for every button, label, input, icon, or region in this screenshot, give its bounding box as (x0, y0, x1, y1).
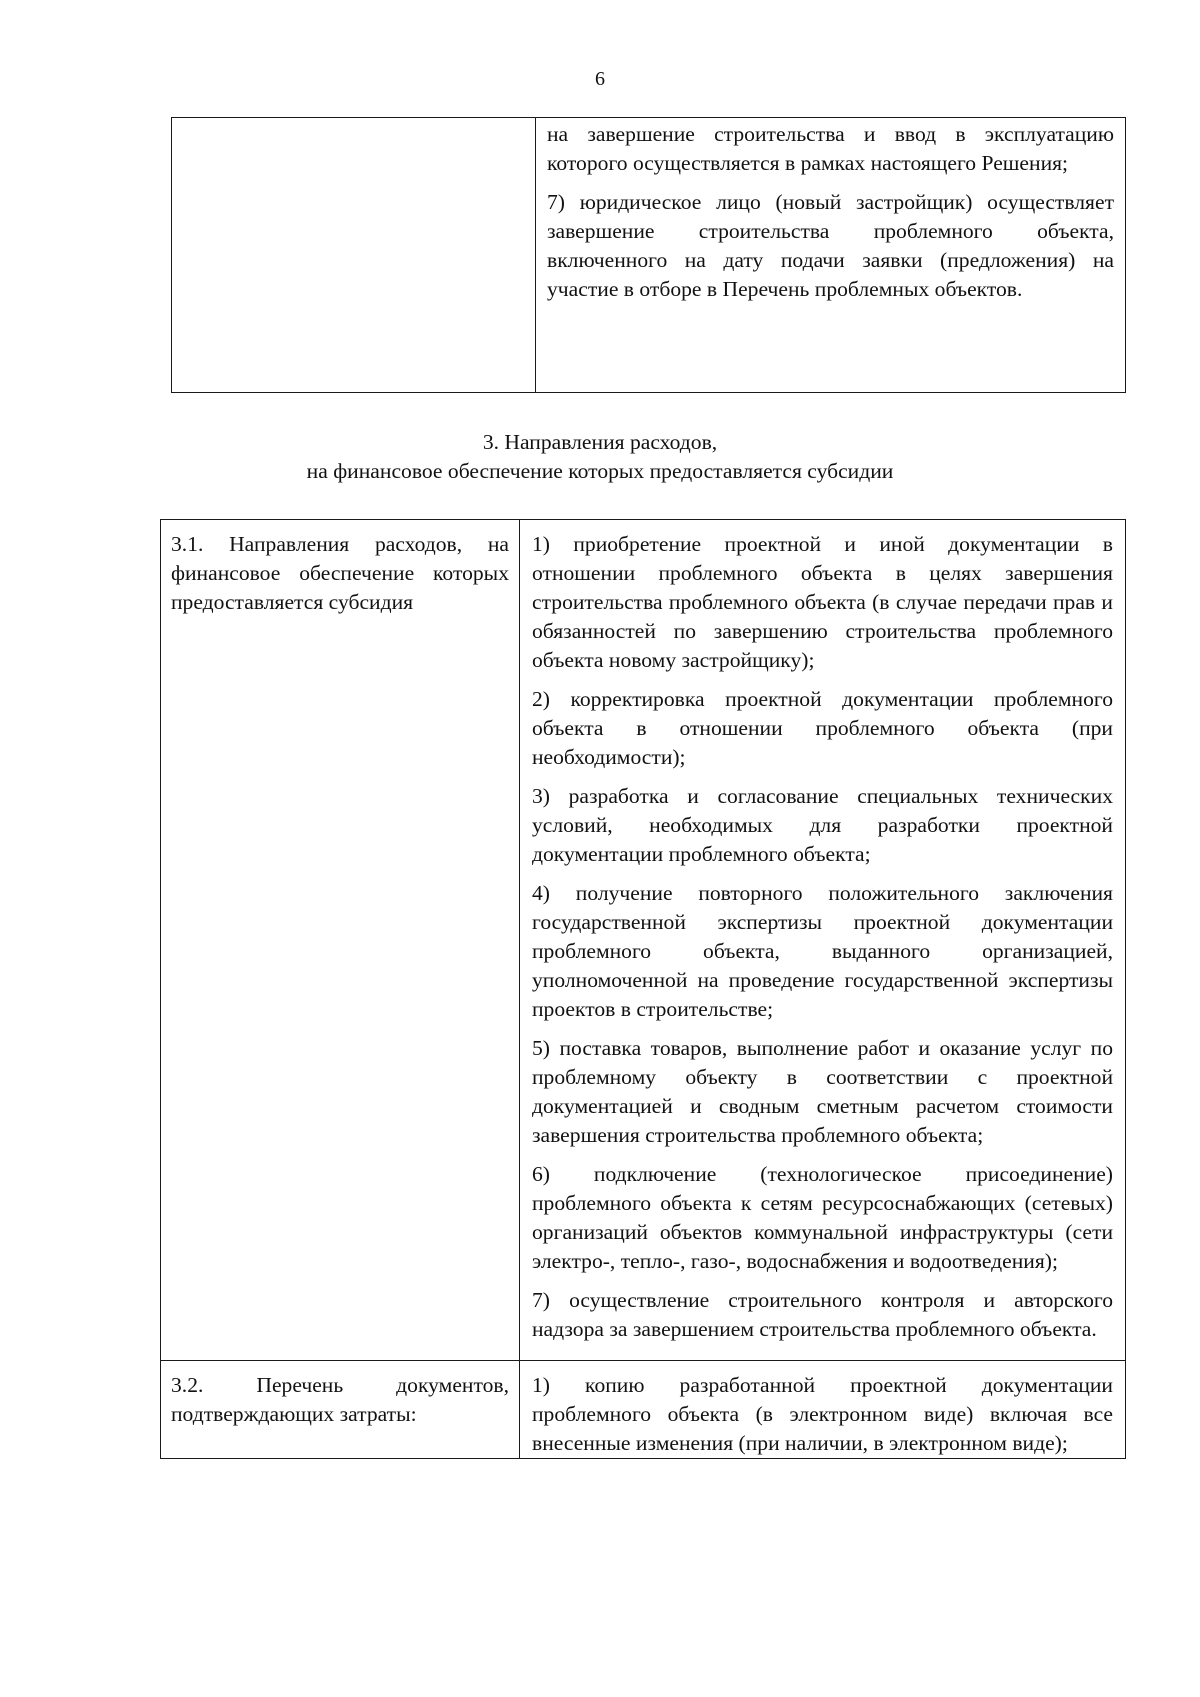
table-cell-empty (172, 118, 536, 393)
table-row (172, 118, 1126, 393)
row-label: 3.1. Направления расходов, на финансовое обеспечение которых предоставляется субсидия (171, 532, 509, 614)
table-row (161, 520, 1126, 1361)
expenses-table (160, 519, 1126, 1459)
list-item: 1) приобретение проектной и иной документации в отношении проблемного объекта в целях завершения строительства проблемного объекта (в случае передачи прав и обязанностей по завершению строительства проблемного объекта новому застройщику); (532, 532, 1113, 672)
paragraph: на завершение строительства и ввод в эксплуатацию которого осуществляется в рамках настоящего Решения; (547, 122, 1114, 175)
list-item: 1) копию разработанной проектной документации проблемного объекта (в электронном виде) включая все внесенные изменения (при наличии, в электронном виде); (532, 1373, 1113, 1455)
page-number: 6 (595, 68, 605, 90)
list-item: 5) поставка товаров, выполнение работ и оказание услуг по проблемному объекту в соответствии с проектной документацией и сводным сметным расчетом стоимости завершения строительства проблемного объекта; (532, 1036, 1113, 1147)
list-item: 7) осуществление строительного контроля и авторского надзора за завершением строительства проблемного объекта. (532, 1288, 1113, 1341)
row-label-cell (161, 520, 520, 1361)
paragraph: 7) юридическое лицо (новый застройщик) осуществляет завершение строительства проблемного объекта, включенного на дату подачи заявки (предложения) на участие в отборе в Перечень проблемных объектов. (547, 190, 1114, 301)
continuation-table (171, 117, 1126, 393)
row-items-cell (520, 520, 1126, 1361)
list-item: 2) корректировка проектной документации проблемного объекта в отношении проблемного объекта (при необходимости); (532, 687, 1113, 769)
row-label-cell (161, 1361, 520, 1459)
list-item: 4) получение повторного положительного заключения государственной экспертизы проектной документации проблемного объекта, выданного организацией, уполномоченной на проведение государственной экспертизы проектов в строительстве; (532, 881, 1113, 1021)
row-label: 3.2. Перечень документов, подтверждающих затраты: (171, 1373, 509, 1426)
row-items-cell (520, 1361, 1126, 1459)
section-heading: 3. Направления расходов, (482, 430, 718, 454)
section-subheading: на финансовое обеспечение которых предоставляется субсидии (306, 459, 894, 483)
list-item: 6) подключение (технологическое присоединение) проблемного объекта к сетям ресурсоснабжающих (сетевых) организаций объектов коммунальной инфраструктуры (сети электро-, тепло-, газо-, водоснабжения и водоотведения); (532, 1162, 1113, 1273)
table-cell-content (536, 118, 1126, 393)
list-item: 3) разработка и согласование специальных технических условий, необходимых для разработки проектной документации проблемного объекта; (532, 784, 1113, 866)
table-row (161, 1361, 1126, 1459)
